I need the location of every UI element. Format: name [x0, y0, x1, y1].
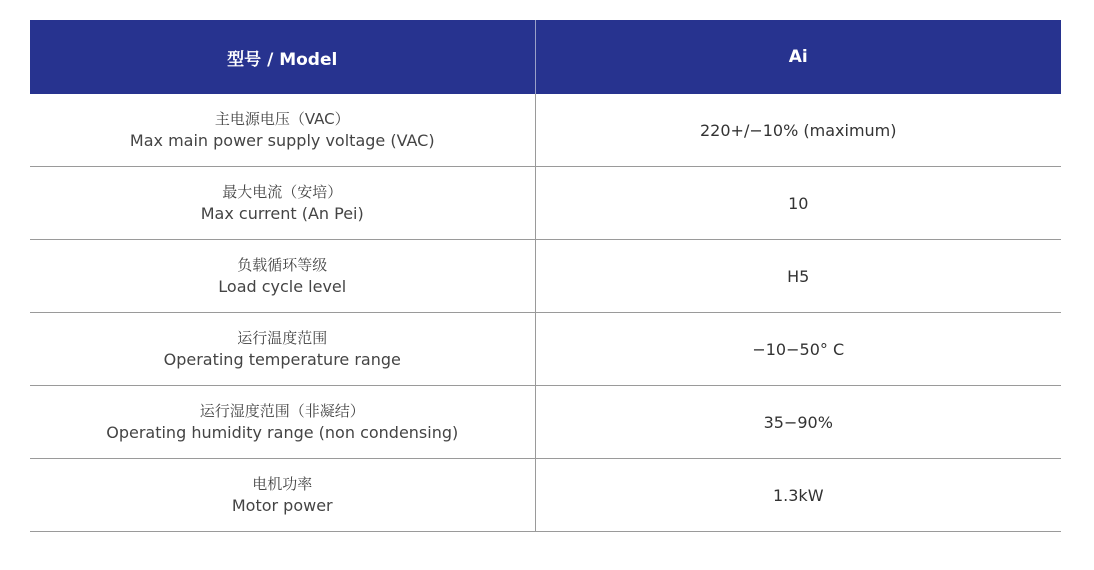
row-value: 10: [788, 193, 809, 213]
row-value-cell: [535, 94, 1061, 167]
row-label-zh: 负载循环等级: [237, 256, 328, 274]
row-label-zh: 最大电流（安培）: [222, 183, 343, 201]
table-row: [30, 313, 1061, 386]
row-value-cell: [535, 240, 1061, 313]
row-label-cell: [30, 313, 535, 386]
row-label-cell: [30, 240, 535, 313]
row-value: −10−50° C: [752, 339, 845, 359]
table-row: [30, 240, 1061, 313]
row-value-cell: [535, 459, 1061, 532]
row-value: 35−90%: [763, 412, 833, 432]
row-value-cell: [535, 313, 1061, 386]
row-value: H5: [787, 266, 810, 286]
row-label-en: Max current (An Pei): [200, 204, 364, 223]
spec-table: [30, 20, 1061, 532]
row-label-en: Load cycle level: [218, 277, 347, 296]
row-label-en: Operating temperature range: [163, 350, 401, 369]
row-label-cell: [30, 459, 535, 532]
row-label-en: Motor power: [231, 496, 333, 515]
row-value: 1.3kW: [772, 485, 824, 505]
row-label-zh: 电机功率: [252, 475, 313, 493]
row-label-cell: [30, 167, 535, 240]
row-label-zh: 运行湿度范围（非凝结）: [199, 402, 365, 420]
header-model-label: 型号 / Model: [30, 20, 535, 94]
row-value: 220+/−10% (maximum): [700, 120, 897, 140]
row-label-zh: 主电源电压（VAC）: [214, 110, 350, 128]
row-label-zh: 运行温度范围: [237, 329, 328, 347]
row-label-cell: [30, 94, 535, 167]
table-row: [30, 94, 1061, 167]
table-row: [30, 459, 1061, 532]
row-label-en: Max main power supply voltage (VAC): [129, 131, 435, 150]
row-value-cell: [535, 386, 1061, 459]
row-label-en: Operating humidity range (non condensing): [106, 423, 459, 442]
row-value-cell: [535, 167, 1061, 240]
table-header-row: [30, 20, 1061, 94]
header-model-value: Ai: [535, 20, 1061, 94]
table-row: [30, 167, 1061, 240]
table-row: [30, 386, 1061, 459]
row-label-cell: [30, 386, 535, 459]
